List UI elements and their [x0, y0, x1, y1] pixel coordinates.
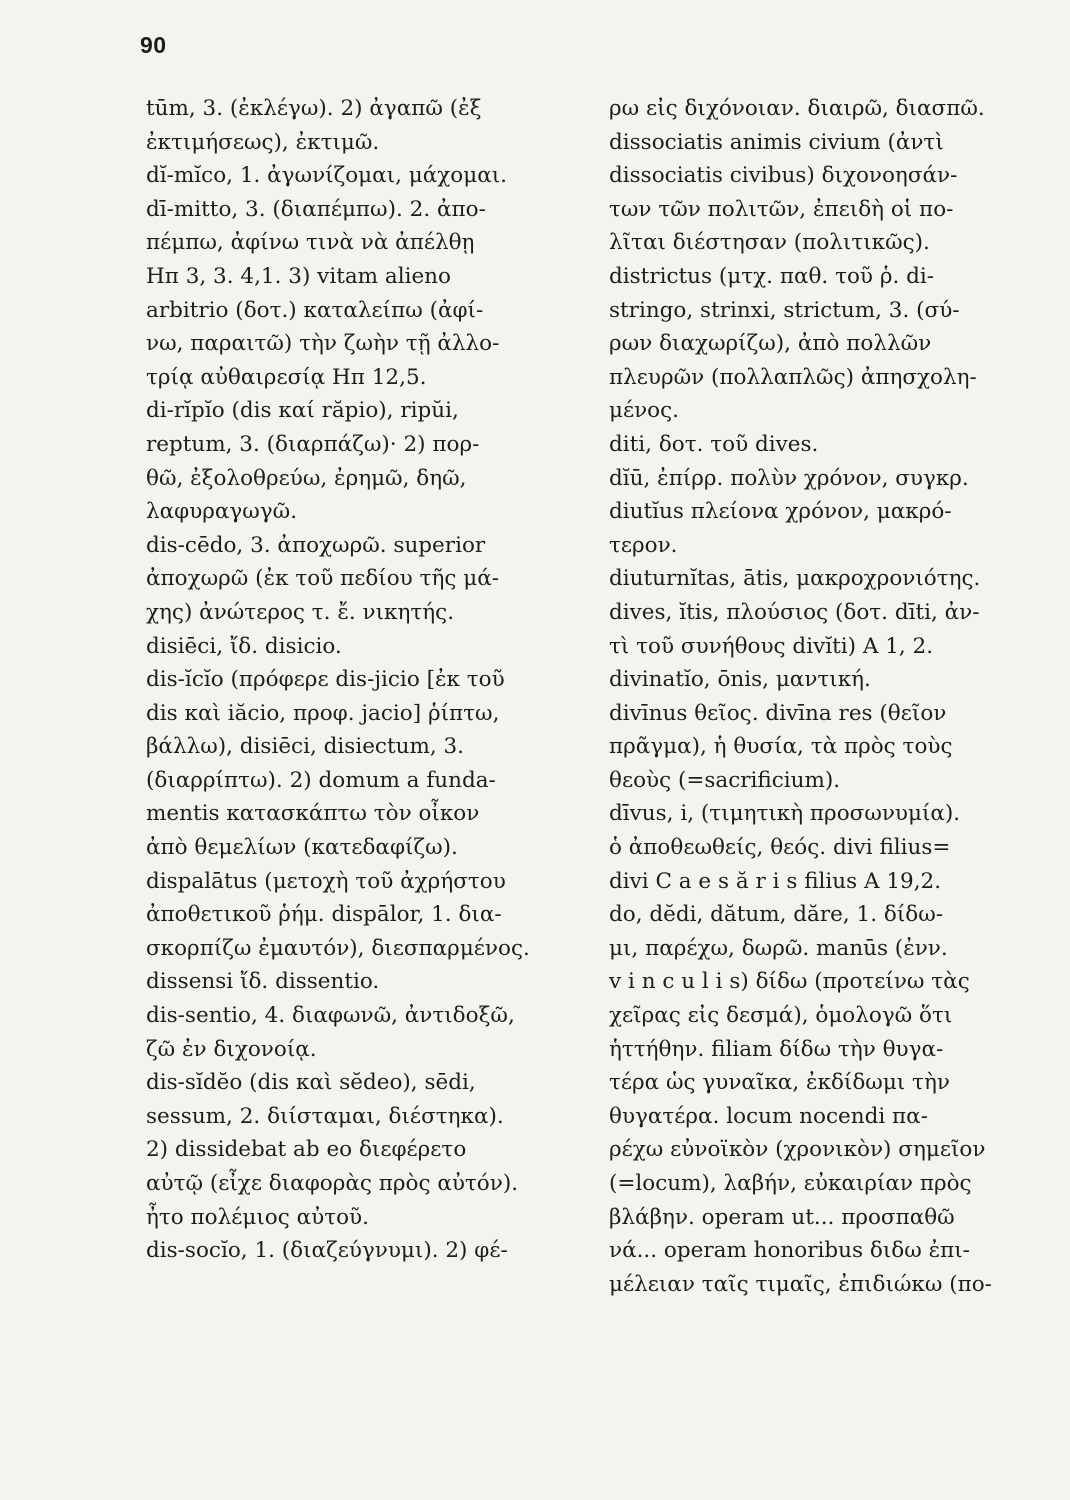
- dictionary-entry: [146, 1066, 576, 1234]
- dictionary-entry: [609, 260, 1049, 428]
- dictionary-entry: [146, 92, 576, 159]
- entry-line: θεοὺς (=sacrificium).: [609, 767, 841, 793]
- entry-line: dispalātus (μετοχὴ τοῦ ἀχρήστου: [146, 868, 506, 894]
- entry-line: dĭū, ἐπίρρ. πολὺν χρόνον, συγκρ.: [609, 465, 969, 491]
- entry-line: ρέχω εὐνοϊκὸν (χρονικὸν) σημεῖον: [609, 1137, 986, 1163]
- entry-line: ἡττήθην. filiam δίδω τὴν θυγα-: [609, 1036, 944, 1062]
- entry-line: πρᾶγμα), ἡ θυσία, τὰ πρὸς τοὺς: [609, 734, 953, 760]
- entry-line: dīvus, i, (τιμητικὴ προσωνυμία).: [609, 801, 961, 827]
- entry-line: v i n c u l i s) δίδω (προτείνω τὰς: [609, 969, 970, 995]
- entry-line: ρων διαχωρίζω), ἀπὸ πολλῶν: [609, 331, 932, 357]
- entry-line: 2) dissidebat ab eo διεφέρετο: [146, 1137, 467, 1163]
- entry-line: ρω εἰς διχόνοιαν. διαιρῶ, διασπῶ.: [609, 96, 985, 121]
- entry-line: ἐκτιμήσεως), ἐκτιμῶ.: [146, 129, 380, 155]
- entry-line: dis-socĭo, 1. (διαζεύγνυμι). 2) φέ-: [146, 1238, 508, 1264]
- entry-line: (διαρρίπτω). 2) domum a funda-: [146, 767, 496, 793]
- entry-line: τέρα ὡς γυναῖκα, ἐκδίδωμι τὴν: [609, 1070, 950, 1096]
- entry-line: divīnus θεῖος. divīna res (θεῖον: [609, 700, 947, 726]
- entry-line: ἀποχωρῶ (ἐκ τοῦ πεδίου τῆς μά-: [146, 566, 499, 592]
- entry-line: χης) ἀνώτερος τ. ἔ. νικητής.: [146, 599, 455, 625]
- entry-line: τερον.: [609, 532, 678, 558]
- entry-line: dī-mitto, 3. (διαπέμπω). 2. ἀπο-: [146, 196, 486, 222]
- dictionary-entry: [609, 92, 1049, 260]
- entry-line: dissociatis animis civium (ἀντὶ: [609, 129, 944, 155]
- entry-line: σκορπίζω ἐμαυτόν), διεσπαρμένος.: [146, 935, 530, 961]
- entry-line: dives, ĭtis, πλούσιος (δοτ. dīti, ἀν-: [609, 599, 980, 625]
- entry-line: dĭ-mĭco, 1. ἀγωνίζομαι, μάχομαι.: [146, 163, 507, 189]
- entry-line: νω, παραιτῶ) τὴν ζωὴν τῇ ἀλλο-: [146, 331, 500, 357]
- entry-line: βλάβην. operam ut... προσπαθῶ: [609, 1204, 955, 1230]
- entry-line: sessum, 2. διίσταμαι, διέστηκα).: [146, 1103, 504, 1129]
- entry-line: μέλειαν ταῖς τιμαῖς, ἐπιδιώκω (πο-: [609, 1271, 992, 1297]
- entry-line: θῶ, ἐξολοθρεύω, ἐρημῶ, δηῶ,: [146, 465, 467, 491]
- entry-line: diti, δοτ. τοῦ dives.: [609, 431, 819, 457]
- entry-line: dis καὶ iăcio, προφ. jacio] ῥίπτω,: [146, 700, 500, 726]
- entry-line: diuturnĭtas, ātis, μακροχρονιότης.: [609, 566, 981, 592]
- dictionary-entry: [146, 865, 576, 966]
- entry-line: (=locum), λαβήν, εὐκαιρίαν πρὸς: [609, 1171, 972, 1196]
- entry-line: τὶ τοῦ συνήθους divĭti) Α 1, 2.: [609, 633, 934, 659]
- dictionary-entry: [146, 193, 576, 395]
- entry-line: dissociatis civibus) διχονοησάν-: [609, 163, 958, 189]
- entry-line: τρίᾳ αὐθαιρεσίᾳ Ηπ 12,5.: [146, 364, 427, 390]
- dictionary-entry: [609, 797, 1049, 898]
- entry-line: μένος.: [609, 398, 680, 424]
- entry-line: divi C a e s ă r i s filius Α 19,2.: [609, 868, 942, 894]
- entry-line: θυγατέρα. locum nocendi πα-: [609, 1103, 928, 1129]
- dictionary-entry: [609, 428, 1049, 462]
- entry-line: dissensi ἴδ. dissentio.: [146, 969, 380, 995]
- entry-line: disiēci, ἴδ. disicio.: [146, 633, 342, 659]
- entry-line: tūm, 3. (ἐκλέγω). 2) ἀγαπῶ (ἐξ: [146, 96, 482, 121]
- entry-line: ὁ ἀποθεωθείς, θεός. divi filius=: [609, 835, 951, 861]
- dictionary-entry: [609, 898, 1049, 1301]
- entry-line: Ηπ 3, 3. 4,1. 3) vitam alieno: [146, 263, 451, 289]
- dictionary-entry: [146, 630, 576, 664]
- dictionary-entry: [146, 394, 576, 528]
- dictionary-entry: [146, 1234, 576, 1268]
- entry-line: βάλλω), disiēci, disiectum, 3.: [146, 734, 465, 760]
- entry-line: πέμπω, ἀφίνω τινὰ νὰ ἀπέλθῃ: [146, 230, 475, 256]
- entry-line: dis-sentio, 4. διαφωνῶ, ἀντιδοξῶ,: [146, 1003, 515, 1029]
- entry-line: diutĭus πλείονα χρόνον, μακρό-: [609, 499, 952, 525]
- entry-line: ἀποθετικοῦ ῥήμ. dispālor, 1. δια-: [146, 902, 502, 928]
- entry-line: stringo, strinxi, strictum, 3. (σύ-: [609, 297, 960, 323]
- entry-line: districtus (μτχ. παθ. τοῦ ῥ. di-: [609, 263, 935, 289]
- page-number: 90: [140, 32, 167, 58]
- entry-line: των τῶν πολιτῶν, ἐπειδὴ οἱ πο-: [609, 196, 954, 222]
- entry-line: λῖται διέστησαν (πολιτικῶς).: [609, 230, 930, 256]
- dictionary-entry: [609, 562, 1049, 797]
- entry-line: dis-cēdo, 3. ἀποχωρῶ. superior: [146, 532, 486, 558]
- dictionary-entry: [146, 663, 576, 865]
- dictionary-entry: [146, 159, 576, 193]
- entry-line: νά... operam honoribus διδω ἐπι-: [609, 1238, 970, 1264]
- entry-line: πλευρῶν (πολλαπλῶς) ἀπησχολη-: [609, 364, 977, 390]
- entry-line: do, dĕdi, dătum, dăre, 1. δίδω-: [609, 902, 944, 928]
- dictionary-entry: [146, 529, 576, 630]
- entry-line: ζῶ ἐν διχονοίᾳ.: [146, 1036, 317, 1062]
- right-column: [609, 92, 1049, 1301]
- entry-line: χεῖρας εἰς δεσμά), ὁμολογῶ ὅτι: [609, 1003, 953, 1029]
- left-column: [146, 92, 576, 1268]
- entry-line: ἦτο πολέμιος αὐτοῦ.: [146, 1204, 369, 1230]
- dictionary-entry: [146, 965, 576, 999]
- entry-line: mentis κατασκάπτω τὸν οἶκον: [146, 801, 480, 827]
- entry-line: λαφυραγωγῶ.: [146, 499, 298, 525]
- entry-line: reptum, 3. (διαρπάζω)· 2) πορ-: [146, 431, 480, 457]
- dictionary-entry: [609, 462, 1049, 563]
- entry-line: dis-sĭdĕo (dis καὶ sĕdeo), sēdi,: [146, 1070, 476, 1096]
- entry-line: divinatĭo, ōnis, μαντική.: [609, 667, 871, 693]
- dictionary-entry: [146, 999, 576, 1066]
- entry-line: arbitrio (δοτ.) καταλείπω (ἀφί-: [146, 297, 484, 323]
- entry-line: dis-ĭcĭo (πρόφερε dis-jicio [ἐκ τοῦ: [146, 667, 505, 693]
- entry-line: αὐτῷ (εἶχε διαφορὰς πρὸς αὐτόν).: [146, 1171, 519, 1196]
- entry-line: di-rĭpĭo (dis καί răpio), ripŭi,: [146, 398, 459, 424]
- entry-line: μι, παρέχω, δωρῶ. manūs (ἐνν.: [609, 935, 948, 961]
- entry-line: ἀπὸ θεμελίων (κατεδαφίζω).: [146, 835, 458, 861]
